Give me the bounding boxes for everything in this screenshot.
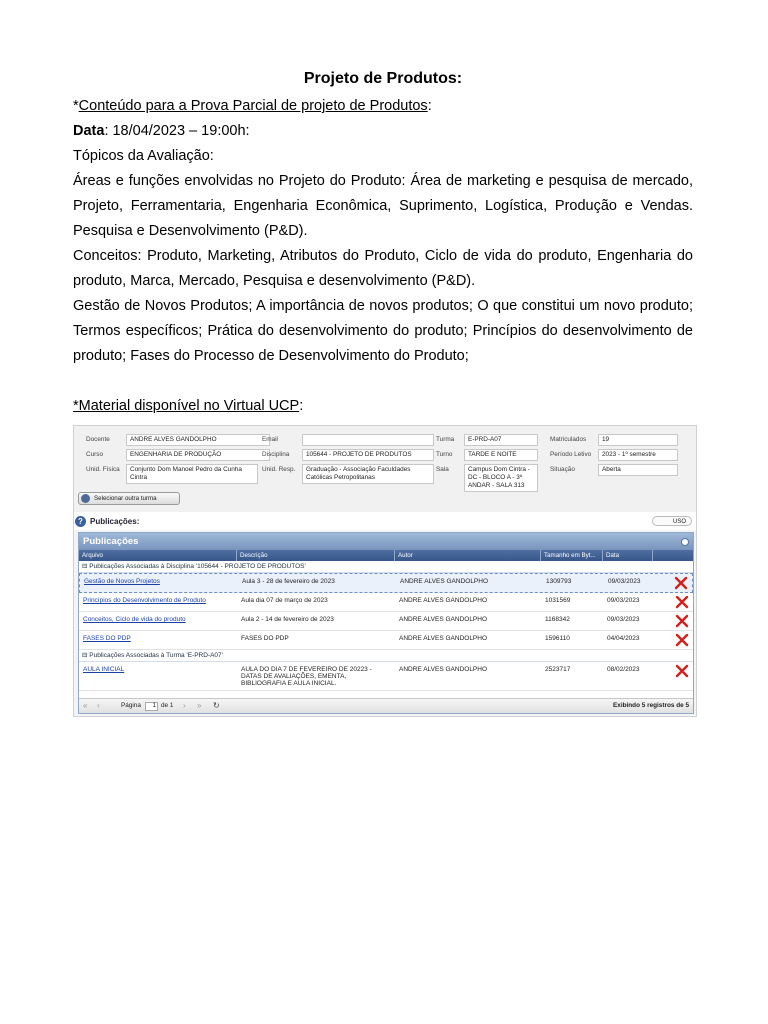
unid-resp-label: Unid. Resp. <box>262 466 296 473</box>
col-actions <box>653 550 693 561</box>
matriculados-value: 19 <box>598 434 678 446</box>
unid-fisica-label: Unid. Física <box>86 466 120 473</box>
refresh-icon[interactable]: ↻ <box>213 701 220 710</box>
turma-value: E-PRD-A07 <box>464 434 538 446</box>
table-row[interactable]: Conceitos, Ciclo de vida do produto Aula 2 - 14 de fevereiro de 2023 ANDRE ALVES GANDOLPHO 1168342 09/03/2023 <box>79 612 693 631</box>
delete-icon[interactable] <box>675 595 689 609</box>
paragraph-concepts: Conceitos: Produto, Marketing, Atributos do Produto, Ciclo de vida do produto, Engenharia do produto, Marca, Mercado, Pesquisa e desenvolvimento (P&D). <box>73 248 693 289</box>
pagination-bar <box>79 698 693 713</box>
date-value: : 18/04/2023 – 19:00h: <box>104 123 250 139</box>
content-link: Conteúdo para a Prova Parcial de projeto de Produtos <box>78 98 428 114</box>
page-total: de 1 <box>161 702 174 709</box>
material-line: *Material disponível no Virtual UCP: <box>73 398 304 414</box>
file-link[interactable]: AULA INICIAL <box>83 666 125 673</box>
paragraph-management: Gestão de Novos Produtos; A importância de novos produtos; O que constitui um novo produto; Termos específicos; Prática do desenvolvimento do produto; Princípios do desenvolvimento de produto; Fases do Processo de Desenvolvimento do Produto; <box>73 298 693 364</box>
usage-toggle[interactable]: USO <box>652 516 692 526</box>
situacao-value: Aberta <box>598 464 678 476</box>
file-link[interactable]: Princípios do Desenvolvimento de Produto <box>83 597 206 604</box>
file-link[interactable]: Gestão de Novos Projetos <box>84 578 160 585</box>
records-status: Exibindo 5 registros de 5 <box>613 702 689 709</box>
page-label: Página <box>121 702 141 709</box>
col-tamanho[interactable]: Tamanho em Byt... <box>541 550 603 561</box>
periodo-label: Período Letivo <box>550 451 592 458</box>
table-header <box>79 550 693 561</box>
file-link[interactable]: Conceitos, Ciclo de vida do produto <box>83 616 186 623</box>
material-link: *Material disponível no Virtual UCP <box>73 398 300 414</box>
next-page-icon[interactable]: › <box>183 701 186 710</box>
table-row[interactable]: Gestão de Novos Projetos Aula 3 - 28 de fevereiro de 2023 ANDRE ALVES GANDOLPHO 1309793 09/03/2023 <box>79 573 693 593</box>
page-title: Projeto de Produtos: <box>303 70 463 87</box>
page-input[interactable]: 1 <box>145 702 158 711</box>
curso-label: Curso <box>86 451 104 458</box>
virtual-ucp-screenshot <box>73 425 697 717</box>
first-page-icon[interactable]: « <box>83 701 88 710</box>
class-info-panel <box>74 426 696 512</box>
delete-icon[interactable] <box>675 633 689 647</box>
periodo-value: 2023 - 1º semestre <box>598 449 678 461</box>
sala-value: Campus Dom Cintra - DC - BLOCO A - 3º ANDAR - SALA 313 <box>464 464 538 492</box>
group-header-turma[interactable]: ⊟ Publicações Associadas à Turma 'E-PRD-A07' <box>79 650 693 662</box>
publications-panel <box>78 532 694 714</box>
matriculados-label: Matriculados <box>550 436 587 443</box>
situacao-label: Situação <box>550 466 575 473</box>
disciplina-value: 105644 - PROJETO DE PRODUTOS <box>302 449 434 461</box>
panel-title: Publicações <box>79 533 693 550</box>
help-icon[interactable]: ? <box>75 516 86 527</box>
turno-value: TARDE E NOITE <box>464 449 538 461</box>
select-class-button[interactable]: Selecionar outra turma <box>78 492 180 505</box>
docente-value: ANDRE ALVES GANDOLPHO <box>126 434 270 446</box>
delete-icon[interactable] <box>675 614 689 628</box>
publications-label: Publicações: <box>90 517 140 526</box>
sala-label: Sala <box>436 466 449 473</box>
col-arquivo[interactable]: Arquivo <box>79 550 237 561</box>
email-label: Email <box>262 436 278 443</box>
publications-header <box>74 512 696 530</box>
search-icon <box>81 494 90 503</box>
col-data[interactable]: Data <box>603 550 653 561</box>
date-label: Data <box>73 123 105 139</box>
date-line <box>73 119 693 144</box>
last-page-icon[interactable]: » <box>197 701 202 710</box>
curso-value: ENGENHARIA DE PRODUÇÃO <box>126 449 270 461</box>
collapse-icon[interactable] <box>681 538 689 546</box>
email-value <box>302 434 434 446</box>
paragraph-areas: Áreas e funções envolvidas no Projeto do Produto: Área de marketing e pesquisa de mercado, Projeto, Ferramentaria, Engenharia Econômica, Suprimento, Logística, Produção e Vendas. Pesquisa e Desenvolvimento (P&D). <box>73 173 693 239</box>
table-row[interactable]: Princípios do Desenvolvimento de Produto Aula dia 07 de março de 2023 ANDRE ALVES GANDOLPHO 1031569 09/03/2023 <box>79 593 693 612</box>
disciplina-label: Disciplina <box>262 451 290 458</box>
unid-fisica-value: Conjunto Dom Manoel Pedro da Cunha Cintra <box>126 464 258 484</box>
table-row[interactable]: AULA INICIAL AULA DO DIA 7 DE FEVEREIRO DE 20223 - DATAS DE AVALIAÇÕES, EMENTA, BIBLIOGRAFIA E AULA INICIAL. ANDRE ALVES GANDOLPHO 2523717 08/02/2023 <box>79 662 693 691</box>
turno-label: Turno <box>436 451 453 458</box>
content-line: *Conteúdo para a Prova Parcial de projeto de Produtos: <box>73 98 432 114</box>
col-autor[interactable]: Autor <box>395 550 541 561</box>
prev-page-icon[interactable]: ‹ <box>97 701 100 710</box>
document-body <box>73 66 693 419</box>
topics-heading: Tópicos da Avaliação: <box>73 148 214 164</box>
group-header-disciplina[interactable]: ⊟ Publicações Associadas à Disciplina '105644 - PROJETO DE PRODUTOS' <box>79 561 693 573</box>
delete-icon[interactable] <box>675 664 689 678</box>
col-descricao[interactable]: Descrição <box>237 550 395 561</box>
table-row[interactable]: FASES DO PDP FASES DO PDP ANDRE ALVES GANDOLPHO 1596110 04/04/2023 <box>79 631 693 650</box>
docente-label: Docente <box>86 436 110 443</box>
file-link[interactable]: FASES DO PDP <box>83 635 131 642</box>
turma-label: Turma <box>436 436 455 443</box>
unid-resp-value: Graduação - Associação Faculdades Católicas Petropolitanas <box>302 464 434 484</box>
delete-icon[interactable] <box>674 576 688 590</box>
